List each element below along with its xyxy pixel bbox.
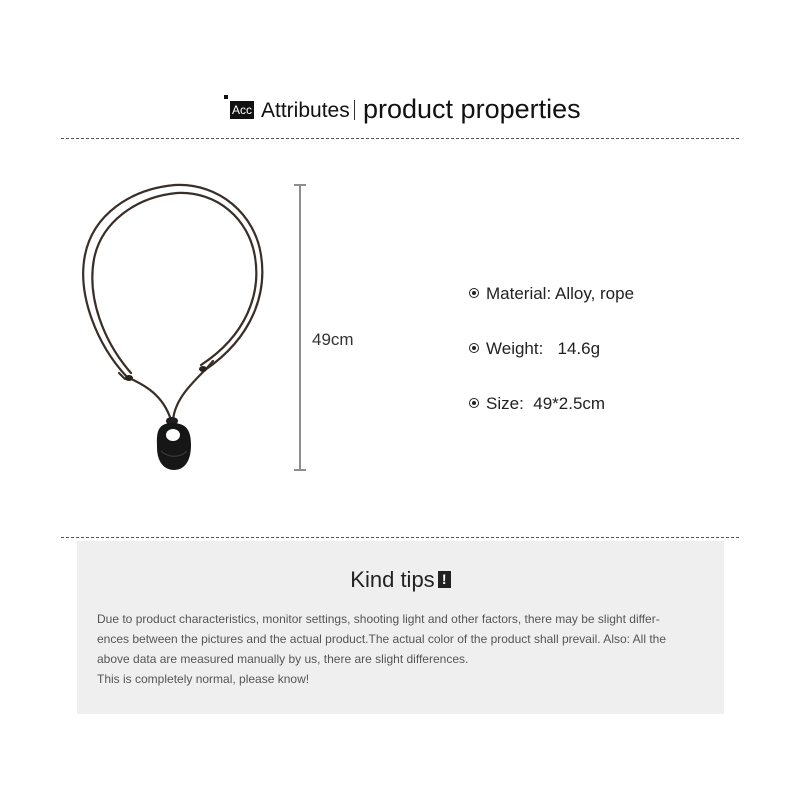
tips-title	[77, 567, 724, 593]
length-ruler	[294, 184, 306, 471]
property-key: Size:	[486, 394, 524, 413]
property-key: Weight:	[486, 339, 544, 358]
bullet-icon	[469, 288, 479, 298]
header-dot	[224, 95, 228, 99]
length-label: 49cm	[312, 330, 354, 349]
property-value: Alloy, rope	[554, 284, 635, 303]
property-size	[469, 392, 605, 416]
kind-tips-panel	[77, 541, 724, 714]
section-header	[0, 92, 800, 132]
tips-line: This is completely normal, please know!	[97, 672, 310, 686]
page-title: product properties	[363, 94, 581, 124]
tips-line: above data are measured manually by us, there are slight differences.	[97, 652, 469, 666]
bullet-icon	[469, 398, 479, 408]
bullet-icon	[469, 343, 479, 353]
property-material	[469, 282, 634, 306]
attributes-label: Attributes	[261, 99, 350, 122]
header-badge: Acc	[232, 103, 253, 117]
necklace-image	[75, 175, 275, 475]
property-value: 14.6g	[557, 339, 601, 358]
property-key: Material:	[486, 284, 552, 303]
property-value: 49*2.5cm	[533, 394, 606, 413]
tips-body	[97, 609, 709, 689]
ruler-line	[299, 184, 301, 471]
bottom-dashed-divider	[61, 537, 739, 538]
ruler-bottom-cap	[294, 469, 306, 471]
tips-line: ences between the pictures and the actual product.The actual color of the product shall prevail. Also: All the	[97, 632, 667, 646]
header-divider	[354, 100, 355, 120]
tips-title-text: Kind tips	[350, 567, 435, 592]
warning-icon: !	[438, 571, 451, 588]
top-dashed-divider	[61, 138, 739, 139]
tips-line: Due to product characteristics, monitor settings, shooting light and other factors, there may be slight differ-	[97, 612, 660, 626]
property-weight	[469, 337, 600, 361]
